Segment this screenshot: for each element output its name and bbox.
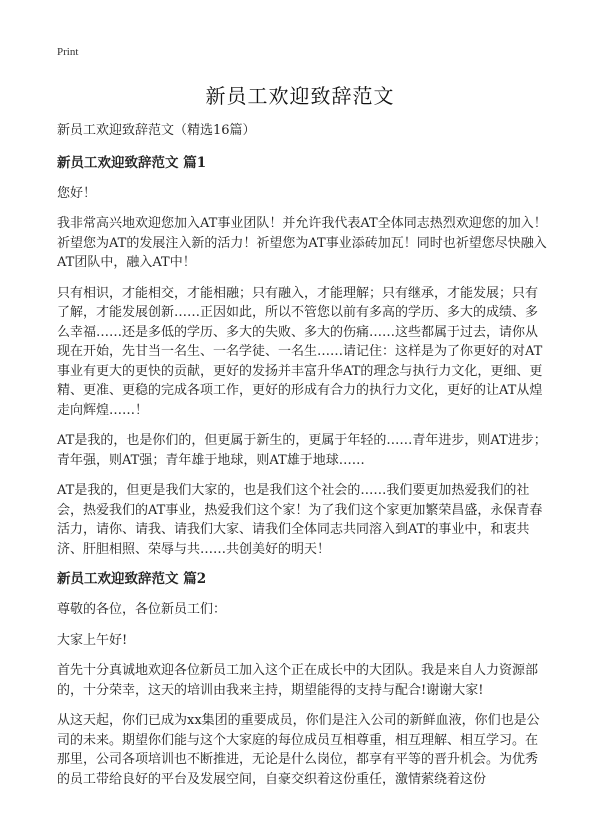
section-heading-2: 新员工欢迎致辞范文 篇2 (57, 571, 207, 587)
paragraph: 我非常高兴地欢迎您加入AT事业团队！并允许我代表AT全体同志热烈欢迎您的加入！祈望您为AT的发展注入新的活力！祈望您为AT事业添砖加瓦！同时也祈望您尽快融入AT团队中，融入AT中！ (57, 216, 547, 270)
paragraph: 您好！ (57, 185, 97, 201)
paragraph: AT是我的，也是你们的，但更属于新生的，更属于年轻的……青年进步，则AT进步；青年强，则AT强；青年雄于地球，则AT雄于地球…… (57, 433, 547, 468)
paragraph: 大家上午好! (57, 632, 128, 648)
paragraph: 只有相识，才能相交，才能相融；只有融入，才能理解；只有继承，才能发展；只有了解，才能发展创新……正因如此，所以不管您以前有多高的学历、多大的成绩、多么幸福……还是多低的学历、多大的失败、多大的伤痛……这些都属于过去，请你从现在开始，先甘当一名生、一名学徒、一名生……请记住：这样是为了你更好的对AT事业有更大的更快的贡献，更好的发扬并丰富升华AT的理念与执行力文化，更细、更精、更准、更稳的完成各项工作，更好的形成有合力的执行力文化，更好的让AT从煌走向辉煌……！ (57, 285, 543, 418)
paragraph: 首先十分真诚地欢迎各位新员工加入这个正在成长中的大团队。我是来自人力资源部的，十分荣幸，这天的培训由我来主持，期望能得的支持与配合!谢谢大家! (57, 663, 539, 698)
paragraph: 从这天起，你们已成为xx集团的重要成员，你们是注入公司的新鲜血液，你们也是公司的未来。期望你们能与这个大家庭的每位成员互相尊重，相互理解、相互学习。在那里，公司各项培训也不断推进，无论是什么岗位，都享有平等的晋升机会。为优秀的员工带给良好的平台及发展空间，自豪交织着这份重任，激情萦绕着这份 (57, 713, 540, 787)
section-heading-1: 新员工欢迎致辞范文 篇1 (57, 154, 207, 171)
page-title: 新员工欢迎致辞范文 (205, 84, 395, 108)
paragraph: 尊敬的各位，各位新员工们： (57, 602, 227, 617)
paragraph: AT是我的，但更是我们大家的，也是我们这个社会的……我们要更加热爱我们的社会，热爱我们的AT事业，热爱我们这个家！为了我们这个家更加繁荣昌盛，永保青春活力，请你、请我、请我们大家、请我们全体同志共同溶入到AT的事业中，和衷共济、肝胆相照、荣辱与共……共创美好的明天！ (57, 483, 543, 557)
document-subtitle: 新员工欢迎致辞范文（精选16篇） (57, 123, 256, 138)
print-label[interactable]: Print (57, 46, 79, 58)
document-body (57, 121, 548, 800)
